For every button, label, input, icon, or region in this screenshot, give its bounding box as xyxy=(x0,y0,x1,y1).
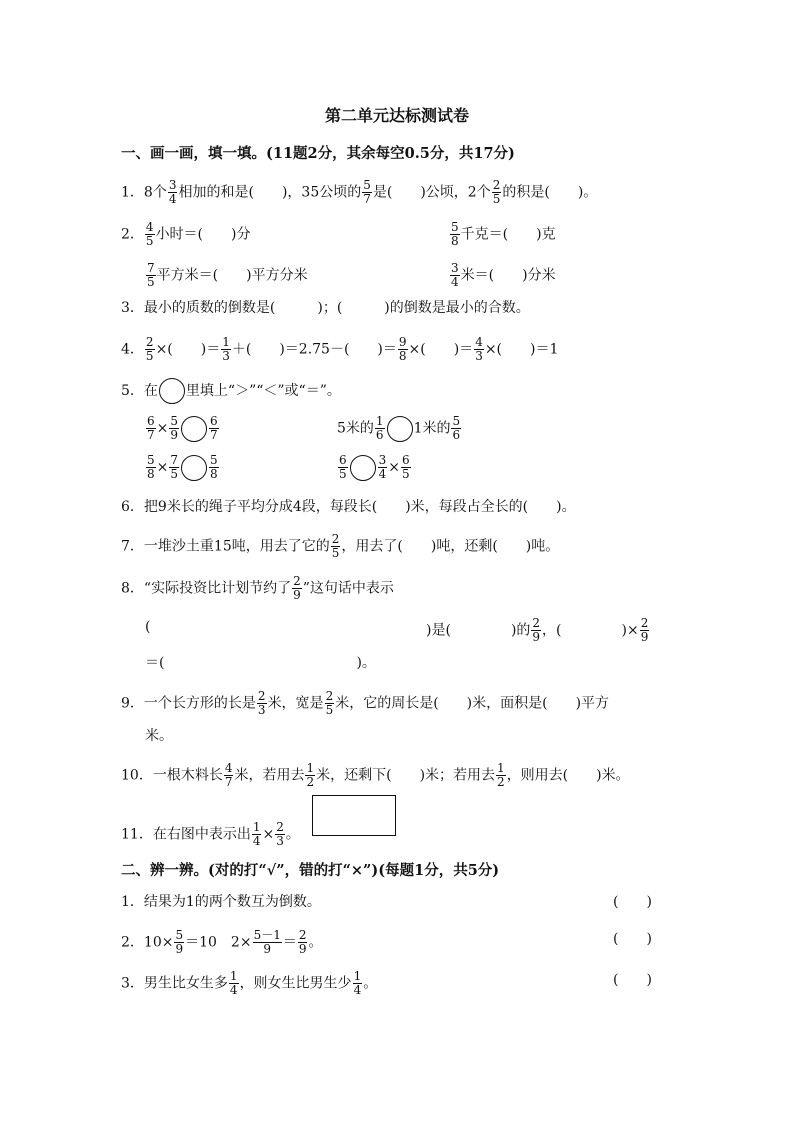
fraction: $\frac{1}{3}$ xyxy=(222,335,230,363)
fraction: $\frac{3}{4}$ xyxy=(451,261,459,289)
fraction: $\frac{2}{9}$ xyxy=(293,574,301,602)
fraction: $\frac{6}{5}$ xyxy=(402,453,410,481)
fraction: $\frac{9}{8}$ xyxy=(398,335,407,363)
answer-paren-3[interactable]: ( ) xyxy=(613,972,652,988)
question-number: 2． xyxy=(121,934,144,951)
answer-circle[interactable] xyxy=(159,378,185,404)
question-2-item-c: $\frac{7}{5}$ 平方米＝( )平方分米 xyxy=(147,261,308,289)
page-title: 第二单元达标测试卷 xyxy=(324,106,469,125)
fraction: $\frac{1}{4}$ xyxy=(353,969,362,997)
question-number: 7． xyxy=(121,538,144,555)
judge-1: 1．结果为1的两个数互为倒数。 xyxy=(121,894,321,910)
question-number: 6． xyxy=(121,499,144,515)
fraction: $\frac{1}{4}$ xyxy=(229,969,238,997)
fraction: $\frac{5}{8}$ xyxy=(210,453,218,481)
fraction: $\frac{2}{3}$ xyxy=(276,820,284,848)
question-4: 4． $\frac{2}{5}$ ×( )＝ $\frac{1}{3}$ ＋( )＝2.75－( )＝ $\frac{9}{8}$ ×( )＝ $\frac{4}{3}$ ×( )＝1 xyxy=(121,335,559,363)
fraction: $\frac{6}{7}$ xyxy=(147,414,155,442)
drawing-rectangle[interactable] xyxy=(312,795,396,836)
question-8-blank-open: ( xyxy=(145,619,151,635)
question-9-continued: 米。 xyxy=(145,728,173,744)
fraction: $\frac{2}{5}$ xyxy=(331,532,340,560)
fraction: $\frac{2}{9}$ xyxy=(532,616,541,644)
answer-paren-1[interactable]: ( ) xyxy=(613,894,652,910)
answer-circle[interactable] xyxy=(181,455,207,481)
question-5-item-1: $\frac{6}{7}$ × $\frac{5}{9}$ $\frac{6}{7}$ xyxy=(147,414,218,442)
fraction: $\frac{1}{2}$ xyxy=(497,761,505,789)
fraction: $\frac{5-1}{9}$ xyxy=(253,928,281,956)
question-6: 6．把9米长的绳子平均分成4段，每段长( )米，每段占全长的( )。 xyxy=(121,499,576,515)
answer-circle[interactable] xyxy=(350,455,376,481)
question-5-item-2: 5米的 $\frac{1}{6}$ 1米的 $\frac{5}{6}$ xyxy=(337,414,461,442)
question-number: 4． xyxy=(121,341,144,358)
question-1: 1．8个 $\frac{3}{4}$ 相加的和是( )，35公顷的 $\frac{5}{7}$ 是( )公顷，2个 $\frac{2}{5}$ 的积是( )。 xyxy=(121,178,598,206)
question-number: 1． xyxy=(121,894,144,910)
fraction: $\frac{4}{3}$ xyxy=(475,335,483,363)
question-5-item-3: $\frac{5}{8}$ × $\frac{7}{5}$ $\frac{5}{8}$ xyxy=(147,453,218,481)
question-number: 3． xyxy=(121,300,144,316)
fraction: $\frac{7}{5}$ xyxy=(147,261,155,289)
fraction: $\frac{3}{4}$ xyxy=(378,453,387,481)
answer-paren-2[interactable]: ( ) xyxy=(613,931,652,947)
fraction: $\frac{4}{5}$ xyxy=(145,220,154,248)
question-number: 8． xyxy=(121,580,144,597)
fraction: $\frac{1}{2}$ xyxy=(306,761,315,789)
fraction: $\frac{6}{7}$ xyxy=(210,414,218,442)
question-number: 11． xyxy=(121,826,153,843)
question-number: 3． xyxy=(121,975,144,992)
judge-3: 3．男生比女生多 $\frac{1}{4}$ ，则女生比男生少 $\frac{1}{4}$ 。 xyxy=(121,969,378,997)
section-1-heading: 一、画一画，填一填。(11题2分，其余每空0.5分，共17分) xyxy=(121,145,515,162)
question-number: 10． xyxy=(121,767,153,784)
question-5: 5．在 里填上“＞”“＜”或“＝”。 xyxy=(121,378,341,404)
question-5-item-4: $\frac{6}{5}$ $\frac{3}{4}$ × $\frac{6}{5}$ xyxy=(339,453,410,481)
answer-circle[interactable] xyxy=(387,416,413,442)
question-number: 5． xyxy=(121,383,144,399)
fraction: $\frac{6}{5}$ xyxy=(339,453,347,481)
fraction: $\frac{5}{8}$ xyxy=(451,220,459,248)
section-2-heading: 二、辨一辨。(对的打“√”，错的打“×”)(每题1分，共5分) xyxy=(121,862,500,879)
fraction: $\frac{2}{9}$ xyxy=(640,616,649,644)
question-8-line-2: )是( )的 $\frac{2}{9}$ ，( )× $\frac{2}{9}$ xyxy=(426,616,649,644)
question-7: 7．一堆沙土重15吨，用去了它的 $\frac{2}{5}$ ，用去了( )吨，还剩( )吨。 xyxy=(121,532,560,560)
fraction: $\frac{5}{7}$ xyxy=(363,178,371,206)
question-2-item-b: $\frac{5}{8}$ 千克＝( )克 xyxy=(451,220,556,248)
question-10: 10．一根木料长 $\frac{4}{7}$ 米，若用去 $\frac{1}{2}$ 米，还剩下( )米；若用去 $\frac{1}{2}$ ，则用去( )米。 xyxy=(121,761,630,789)
fraction: $\frac{5}{9}$ xyxy=(175,928,184,956)
fraction: $\frac{7}{5}$ xyxy=(170,453,179,481)
fraction: $\frac{2}{5}$ xyxy=(325,689,334,717)
fraction: $\frac{5}{8}$ xyxy=(147,453,155,481)
judge-2: 2．10× $\frac{5}{9}$ ＝10 2× $\frac{5-1}{9}$ ＝ $\frac{2}{9}$ 。 xyxy=(121,928,323,956)
question-2-item-d: $\frac{3}{4}$ 米＝( )分米 xyxy=(451,261,556,289)
question-8-line-3: ＝( )。 xyxy=(145,655,376,671)
fraction: $\frac{3}{4}$ xyxy=(168,178,177,206)
question-number: 2． xyxy=(121,226,144,243)
question-2-row-1: 2． $\frac{4}{5}$ 小时＝( )分 xyxy=(121,220,251,248)
fraction: $\frac{5}{9}$ xyxy=(170,414,179,442)
question-number: 1． xyxy=(121,184,144,201)
fraction: $\frac{2}{5}$ xyxy=(492,178,501,206)
question-number: 9． xyxy=(121,695,144,712)
fraction: $\frac{2}{3}$ xyxy=(257,689,266,717)
fraction: $\frac{2}{9}$ xyxy=(298,928,307,956)
question-11: 11．在右图中表示出 $\frac{1}{4}$ × $\frac{2}{3}$ 。 xyxy=(121,820,300,848)
fraction: $\frac{1}{4}$ xyxy=(252,820,261,848)
answer-circle[interactable] xyxy=(181,416,207,442)
question-3: 3．最小的质数的倒数是( )；( )的倒数是最小的合数。 xyxy=(121,300,530,316)
fraction: $\frac{4}{7}$ xyxy=(224,761,233,789)
fraction: $\frac{5}{6}$ xyxy=(452,414,461,442)
question-8: 8．“实际投资比计划节约了 $\frac{2}{9}$ ”这句话中表示 xyxy=(121,574,394,602)
fraction: $\frac{1}{6}$ xyxy=(375,414,384,442)
fraction: $\frac{2}{5}$ xyxy=(145,335,154,363)
question-9: 9．一个长方形的长是 $\frac{2}{3}$ 米，宽是 $\frac{2}{5}$ 米，它的周长是( )米，面积是( )平方 xyxy=(121,689,610,717)
